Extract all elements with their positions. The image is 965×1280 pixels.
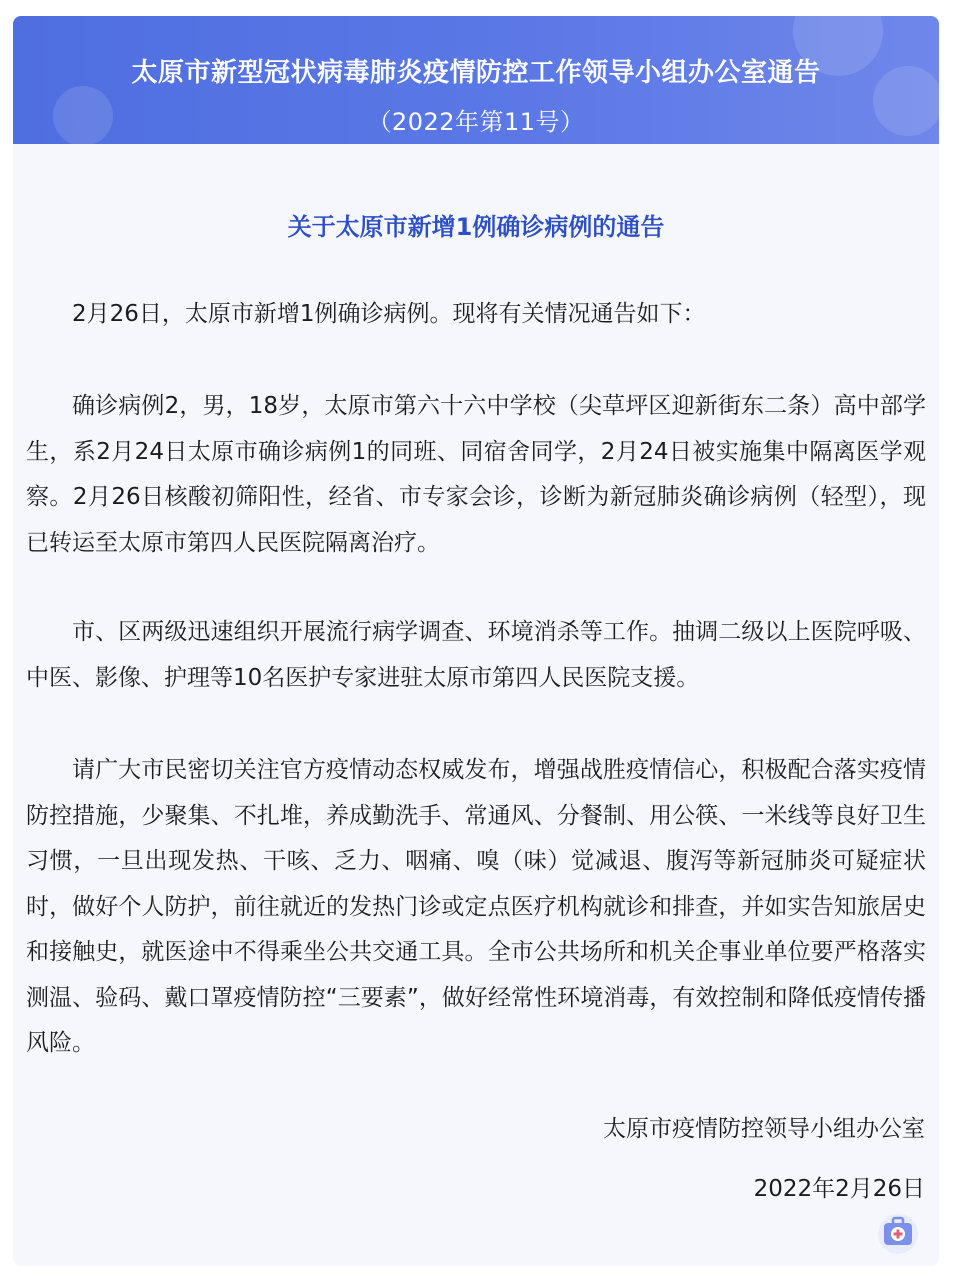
notice-paragraph: 确诊病例2，男，18岁，太原市第六十六中学校（尖草坪区迎新街东二条）高中部学生，系2月24日太原市确诊病例1的同班、同宿舍同学，2月24日被实施集中隔离医学观察。2月26日核酸初筛阳性，经省、市专家会诊，诊断为新冠肺炎确诊病例（轻型），现已转运至太原市第四人民医院隔离治疗。	[26, 393, 926, 556]
medical-kit-icon	[874, 1208, 922, 1256]
notice-headline: 关于太原市新增1例确诊病例的通告	[287, 213, 665, 241]
notice-paragraph: 请广大市民密切关注官方疫情动态权威发布，增强战胜疫情信心，积极配合落实疫情防控措施，少聚集、不扎堆，养成勤洗手、常通风、分餐制、用公筷、一米线等良好卫生习惯，一旦出现发热、干咳、乏力、咽痛、嗅（味）觉减退、腹泻等新冠肺炎可疑症状时，做好个人防护，前往就近的发热门诊或定点医疗机构就诊和排查，并如实告知旅居史和接触史，就医途中不得乘坐公共交通工具。全市公共场所和机关企事业单位要严格落实测温、验码、戴口罩疫情防控“三要素”，做好经常性环境消毒，有效控制和降低疫情传播风险。	[26, 757, 926, 1056]
signoff-date: 2022年2月26日	[753, 1176, 925, 1202]
notice-paragraph: 市、区两级迅速组织开展流行病学调查、环境消杀等工作。抽调二级以上医院呼吸、中医、影像、护理等10名医护专家进驻太原市第四人民医院支援。	[26, 619, 926, 691]
banner-title: 太原市新型冠状病毒肺炎疫情防控工作领导小组办公室通告	[131, 58, 821, 88]
notice-banner	[13, 16, 939, 144]
signoff-organization: 太原市疫情防控领导小组办公室	[603, 1116, 925, 1142]
notice-paragraph: 2月26日，太原市新增1例确诊病例。现将有关情况通告如下：	[72, 301, 706, 327]
banner-issue-number: （2022年第11号）	[367, 108, 585, 136]
